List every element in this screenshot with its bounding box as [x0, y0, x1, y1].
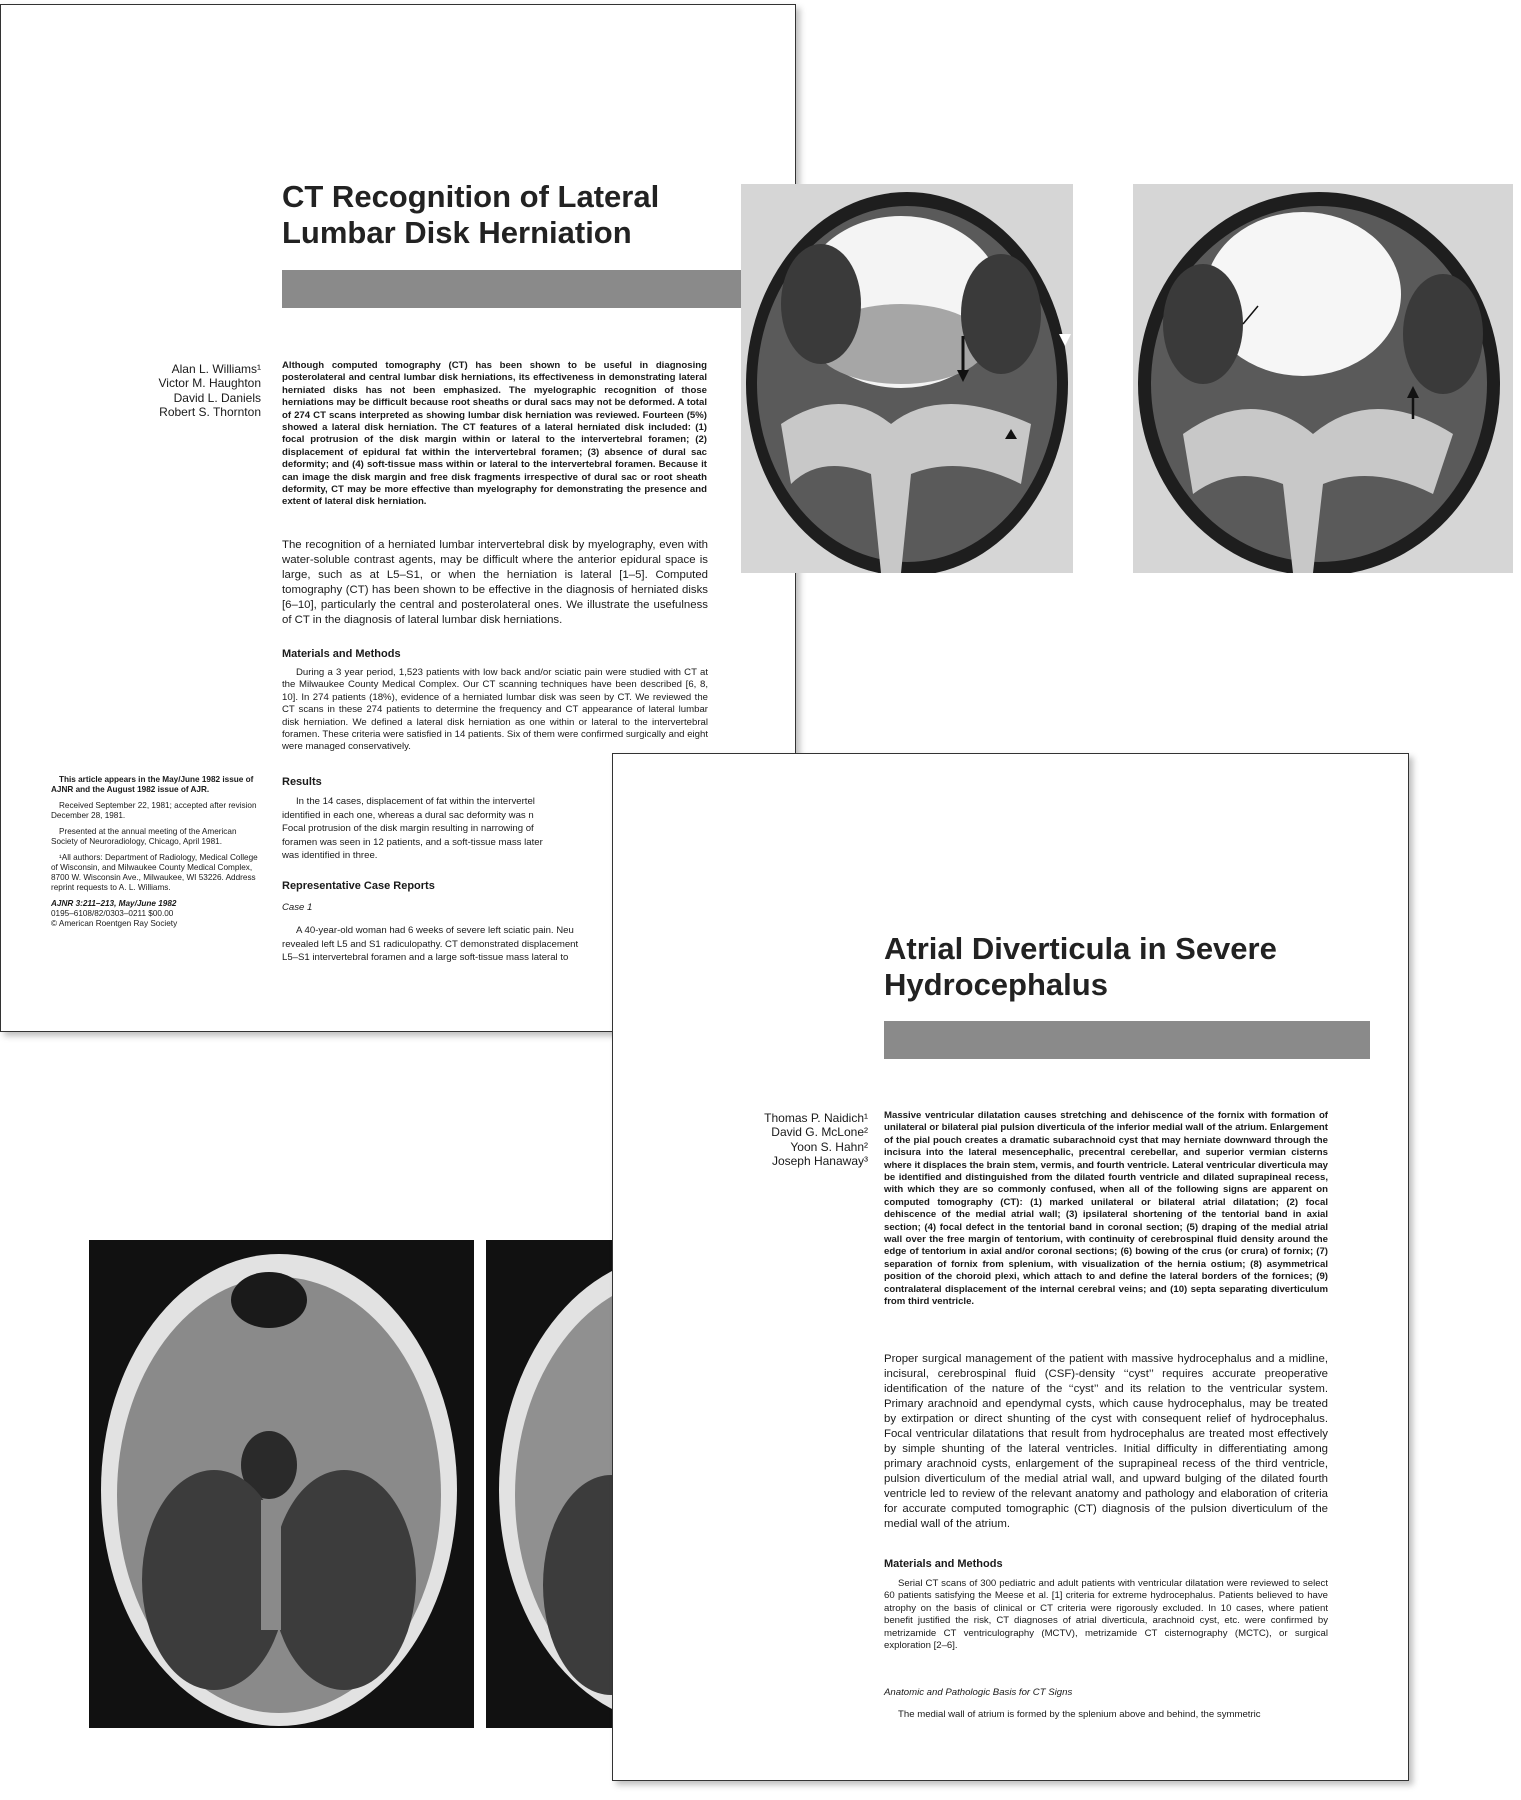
- title-bar: [884, 1021, 1370, 1059]
- abstract: Although computed tomography (CT) has been shown to be useful in diagnosing posterolateral and central lumbar disk herniations, its effectiveness in demonstrating lateral herniated disks has not been emphasized. The myelographic recognition of those herniations may be difficult because root sheaths or dural sacs may not be deformed. A total of 274 CT scans interpreted as showing lumbar disk herniation was reviewed. Fourteen (5%) showed a lateral disk herniation. The CT features of a lateral herniated disk included: (1) focal protrusion of the disk margin within or lateral to the intervertebral foramen; (2) displacement of epidural fat within the intervertebral foramen; (3) absence of dural sac deformity; and (4) soft-tissue mass within or lateral to the intervertebral foramen. Because it can image the disk margin and free disk fragments irrespective of dural sac or root sheath deformity, CT may be more effective than myelography for demonstrating the presence and extent of lateral disk herniation.: [282, 360, 707, 508]
- subheading: Anatomic and Pathologic Basis for CT Signs: [884, 1687, 1073, 1698]
- article-title: Atrial Diverticula in Severe Hydrocephalus: [884, 931, 1277, 1002]
- lumbar-ct-image-left: [741, 184, 1073, 573]
- author-list: Thomas P. Naidich¹ David G. McLone² Yoon S. Hahn² Joseph Hanaway³: [764, 1111, 868, 1169]
- methods-heading: Materials and Methods: [884, 1558, 1003, 1570]
- note-presented: Presented at the annual meeting of the American Society of Neuroradiology, Chicago, April 1981.: [51, 827, 237, 846]
- case-reports-heading: Representative Case Reports: [282, 880, 435, 892]
- note-affiliation: ¹All authors: Department of Radiology, Medical College of Wisconsin, and Milwaukee County Medical Complex, 8700 W. Wisconsin Ave., Milwaukee, WI 53226. Address reprint requests to A. L. Williams.: [51, 853, 258, 892]
- issn-code: 0195–6108/82/0303–0211 $00.00: [51, 909, 174, 918]
- brain-ct-image-left: [89, 1240, 474, 1728]
- body-text: The medial wall of atrium is formed by the splenium above and behind, the symmetric: [898, 1709, 1261, 1720]
- methods-text: Serial CT scans of 300 pediatric and adult patients with ventricular dilatation were reviewed to select 60 patients satisfying the Meese et al. [1] criteria for extreme hydrocephalus. Patients believed to have atrophy on the basis of clinical or CT criteria were rigorously excluded. In 10 cases, where patient benefit justified the risk, CT diagnoses of atrial diverticula, arachnoid cyst, etc. were confirmed by metrizamide CT ventriculography (MCTV), metrizamide CT cisternography (MCTC), or surgical exploration [2–6].: [884, 1578, 1328, 1652]
- introduction: Proper surgical management of the patient with massive hydrocephalus and a midline, incisural, cerebrospinal fluid (CSF)-density ‘‘cyst’’ requires accurate preoperative identification of the nature of the ‘‘cyst’’ and its relation to the ventricular system. Primary arachnoid and ependymal cysts, which cause hydrocephalus, may be treated by extirpation or direct shunting of the cyst with consequent relief of hydrocephalus. Focal ventricular dilatations that result from hydrocephalus are treated most effectively by simple shunting of the lateral ventricles. Initial difficulty in differentiating among primary arachnoid cysts, enlargement of the suprapineal recess of the third ventricle, pulsion diverticulum of the medial atrial wall, and upward bulging of the dilated fourth ventricle led to review of the relevant anatomy and pathology and elaboration of criteria for accurate computed tomographic (CT) diagnosis of the pulsion diverticulum of the medial wall of the atrium.: [884, 1353, 1328, 1530]
- lumbar-ct-image-right: [1133, 184, 1513, 573]
- note-publication: This article appears in the May/June 1982 issue of AJNR and the August 1982 issue of AJR.: [51, 775, 254, 794]
- author-list: Alan L. Williams¹ Victor M. Haughton David L. Daniels Robert S. Thornton: [158, 362, 261, 420]
- methods-heading: Materials and Methods: [282, 648, 401, 660]
- article-page-atrial-diverticula: [612, 753, 1409, 1781]
- article-title: CT Recognition of Lateral Lumbar Disk Herniation: [282, 179, 660, 250]
- introduction: The recognition of a herniated lumbar intervertebral disk by myelography, even with water-soluble contrast agents, may be difficult where the anterior epidural space is large, such as at L5–S1, or when the herniation is lateral [1–5]. Computed tomography (CT) has been shown to be effective in the diagnosis of herniated disks [6–10], particularly the central and posterolateral ones. We illustrate the usefulness of CT in the diagnosis of lateral lumbar disk herniations.: [282, 539, 708, 626]
- results-text: In the 14 cases, displacement of fat within the intervertel identified in each one, whereas a dural sac deformity was n Focal protrusion of the disk margin resulting in narrowing of foramen was seen in 12 patients, and a soft-tissue mass later was identified in three.: [282, 796, 543, 862]
- title-bar: [282, 270, 796, 308]
- citation: AJNR 3:211–213, May/June 1982: [51, 899, 177, 908]
- results-heading: Results: [282, 776, 322, 788]
- note-received: Received September 22, 1981; accepted after revision December 28, 1981.: [51, 801, 257, 820]
- abstract: Massive ventricular dilatation causes stretching and dehiscence of the fornix with formation of unilateral or bilateral pial pulsion diverticula of the inferior medial wall of the atrium. Enlargement of the pial pouch creates a dramatic subarachnoid cyst that may herniate downward through the incisura into the lateral mesencephalic, precentral cerebellar, and superior vermian cisterns where it displaces the brain stem, vermis, and fourth ventricle. Lateral ventricular diverticula may be identified and distinguished from the dilated fourth ventricle and dilated suprapineal recess, with which they are so commonly confused, when all of the following signs are apparent on computed tomography (CT): (1) marked unilateral or bilateral atrial dilatation; (2) focal dehiscence of the medial atrial wall; (3) ipsilateral shortening of the tentorial band in axial section; (4) focal defect in the tentorial band in coronal section; (5) draping of the medial atrial wall over the free margin of tentorium, with continuity of cerebrospinal fluid density around the edge of tentorium in axial and/or coronal sections; (6) bowing of the crus (or crura) of fornix; (7) separation of fornix from splenium, with visualization of the hernia ostium; (8) asymmetrical position of the choroid plexi, which attach to and define the lateral borders of the fornices; (9) contralateral displacement of the internal cerebral veins; and (10) septa separating diverticulum from third ventricle.: [884, 1110, 1328, 1308]
- case-1-text: A 40-year-old woman had 6 weeks of severe left sciatic pain. Neu revealed left L5 and S1 radiculopathy. CT demonstrated displacement L5–S1 intervertebral foramen and a large soft-tissue mass lateral to: [282, 925, 579, 964]
- copyright: © American Roentgen Ray Society: [51, 919, 178, 928]
- footnotes: [51, 775, 261, 929]
- case-1-label: Case 1: [282, 902, 313, 913]
- methods-text: During a 3 year period, 1,523 patients with low back and/or sciatic pain were studied with CT at the Milwaukee County Medical Complex. Our CT scanning techniques have been described [6, 8, 10]. In 274 patients (18%), evidence of a herniated lumbar disk was seen by CT. We reviewed the CT scans in these 274 patients to determine the frequency and CT appearance of lateral lumbar disk herniation. We defined a lateral disk herniation as one within or lateral to the intervertebral foramen. These criteria were satisfied in 14 patients. Six of them were confirmed surgically and eight were managed conservatively.: [282, 667, 708, 753]
